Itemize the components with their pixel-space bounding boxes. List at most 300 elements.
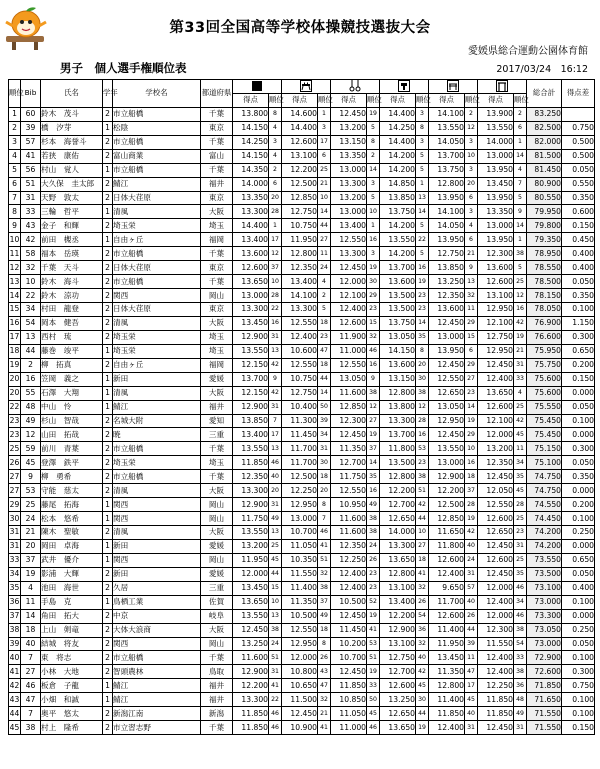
bib-cell: 43	[21, 219, 41, 233]
hbar-rank-cell: 42	[514, 316, 527, 330]
pbars-score-cell: 12.900	[429, 470, 465, 484]
pommel-rank-cell: 24	[318, 261, 331, 275]
floor-rank-cell: 41	[269, 679, 282, 693]
bib-cell: 10	[21, 275, 41, 289]
table-row	[9, 428, 595, 442]
name-cell: 池田 海世	[41, 581, 103, 595]
vault-rank-cell: 5	[416, 247, 429, 261]
hbar-rank-header: 順位	[514, 93, 527, 107]
floor-rank-header: 順位	[269, 93, 282, 107]
floor-score-cell: 12.900	[233, 498, 269, 512]
pbars-rank-cell: 12	[465, 121, 478, 135]
grade-cell: 2	[103, 484, 113, 498]
floor-score-cell: 12.150	[233, 386, 269, 400]
rings-score-cell: 11.350	[331, 442, 367, 456]
venue-label: 愛媛県総合運動公園体育館	[468, 46, 588, 57]
total-cell: 82.000	[527, 135, 562, 149]
floor-rank-cell: 44	[269, 567, 282, 581]
vault-rank-cell: 54	[416, 609, 429, 623]
pbars-score-cell: 12.850	[429, 512, 465, 526]
grade-cell: 2	[103, 219, 113, 233]
vault-rank-cell: 8	[416, 344, 429, 358]
rings-score-cell: 11.900	[331, 330, 367, 344]
total-cell: 73.300	[527, 609, 562, 623]
hbar-score-header: 得点	[478, 93, 514, 107]
floor-score-cell: 13.000	[233, 289, 269, 303]
floor-rank-cell: 49	[269, 512, 282, 526]
table-row	[9, 344, 595, 358]
name-cell: 小林 大地	[41, 665, 103, 679]
hbar-score-cell: 12.600	[478, 512, 514, 526]
total-cell: 80.550	[527, 191, 562, 205]
pbars-rank-cell: 29	[465, 358, 478, 372]
pommel-score-cell: 11.700	[282, 442, 318, 456]
floor-rank-cell: 15	[269, 581, 282, 595]
name-cell: 小畑 和誠	[41, 693, 103, 707]
vault-rank-cell: 36	[416, 623, 429, 637]
school-cell: 暁	[113, 428, 201, 442]
floor-score-cell: 12.900	[233, 330, 269, 344]
rings-score-cell: 13.150	[331, 135, 367, 149]
school-cell: 中京	[113, 609, 201, 623]
vault-score-cell: 13.300	[380, 539, 416, 553]
pref-cell: 大阪	[201, 205, 233, 219]
floor-exercise-header	[233, 80, 282, 94]
floor-rank-cell: 9	[269, 372, 282, 386]
floor-rank-cell: 4	[269, 121, 282, 135]
grade-cell: 1	[103, 498, 113, 512]
pbars-score-cell: 13.850	[429, 261, 465, 275]
pref-cell: 大阪	[201, 623, 233, 637]
hbar-rank-cell: 14	[514, 149, 527, 163]
grade-cell: 2	[103, 707, 113, 721]
school-cell: 市立習志野	[113, 721, 201, 735]
category-title: 男子 個人選手権順位表	[60, 61, 187, 75]
pommel-rank-cell: 1	[318, 107, 331, 121]
vault-rank-cell: 53	[416, 442, 429, 456]
hbar-rank-cell: 36	[514, 679, 527, 693]
total-cell: 75.750	[527, 358, 562, 372]
total-cell: 71.550	[527, 707, 562, 721]
name-cell: 石澤 大翔	[41, 386, 103, 400]
grade-cell: 1	[103, 679, 113, 693]
floor-rank-cell: 46	[269, 721, 282, 735]
vault-score-cell: 13.850	[380, 191, 416, 205]
vault-score-cell: 13.150	[380, 372, 416, 386]
pbars-rank-cell: 40	[465, 707, 478, 721]
grade-cell: 2	[103, 470, 113, 484]
school-cell: 市立船橋	[113, 442, 201, 456]
pref-cell: 千葉	[201, 163, 233, 177]
pommel-rank-cell: 41	[318, 721, 331, 735]
pbars-rank-cell: 29	[465, 316, 478, 330]
pref-cell: 埼玉	[201, 219, 233, 233]
pommel-rank-cell: 37	[318, 595, 331, 609]
rank-cell: 44	[9, 707, 21, 721]
vault-score-cell: 13.800	[380, 400, 416, 414]
floor-rank-cell: 6	[269, 177, 282, 191]
rank-cell: 39	[9, 637, 21, 651]
vault-icon	[398, 80, 410, 92]
floor-score-cell: 13.600	[233, 247, 269, 261]
vault-rank-cell: 19	[416, 275, 429, 289]
rings-score-cell: 11.750	[331, 470, 367, 484]
rings-rank-cell: 16	[367, 233, 380, 247]
pref-cell: 愛媛	[201, 539, 233, 553]
total-cell: 73.550	[527, 553, 562, 567]
rings-score-cell: 13.200	[331, 191, 367, 205]
hbar-score-cell: 12.300	[478, 623, 514, 637]
diff-cell: 0.100	[562, 707, 595, 721]
total-cell: 74.750	[527, 470, 562, 484]
rank-cell: 45	[9, 721, 21, 735]
total-cell: 71.850	[527, 679, 562, 693]
pommel-score-cell: 11.950	[282, 233, 318, 247]
pommel-rank-cell: 14	[318, 205, 331, 219]
pommel-score-cell: 11.400	[282, 581, 318, 595]
grade-cell: 1	[103, 121, 113, 135]
diff-cell: 0.000	[562, 609, 595, 623]
pref-cell: 千葉	[201, 721, 233, 735]
school-cell: 清風	[113, 526, 201, 540]
vault-score-cell: 13.250	[380, 693, 416, 707]
pbars-rank-cell: 24	[465, 553, 478, 567]
vault-rank-cell: 10	[416, 526, 429, 540]
rings-rank-cell: 27	[367, 414, 380, 428]
rings-score-cell: 13.400	[331, 219, 367, 233]
floor-score-cell: 12.600	[233, 261, 269, 275]
total-cell: 71.550	[527, 721, 562, 735]
hbar-rank-cell: 2	[514, 107, 527, 121]
pommel-rank-cell: 30	[318, 456, 331, 470]
floor-rank-cell: 13	[269, 609, 282, 623]
vault-rank-cell: 28	[416, 414, 429, 428]
diff-cell: 0.100	[562, 693, 595, 707]
hbar-score-cell: 13.000	[478, 219, 514, 233]
pbars-rank-cell: 18	[465, 470, 478, 484]
floor-score-cell: 14.350	[233, 163, 269, 177]
name-cell: 角田 拓大	[41, 609, 103, 623]
name-cell: 岡本 健吾	[41, 316, 103, 330]
pbars-rank-cell: 45	[465, 693, 478, 707]
vault-rank-cell: 1	[416, 177, 429, 191]
pbars-rank-cell: 6	[465, 191, 478, 205]
pommel-rank-cell: 46	[318, 526, 331, 540]
vault-score-cell: 12.800	[380, 386, 416, 400]
vault-rank-cell: 42	[416, 665, 429, 679]
pommel-score-cell: 10.750	[282, 219, 318, 233]
rings-rank-cell: 49	[367, 498, 380, 512]
vault-rank-cell: 3	[416, 107, 429, 121]
floor-score-cell: 13.350	[233, 191, 269, 205]
grade-cell: 2	[103, 581, 113, 595]
name-cell: 岡田 卓海	[41, 539, 103, 553]
bib-cell: 24	[21, 512, 41, 526]
total-cell: 78.550	[527, 261, 562, 275]
rank-cell: 40	[9, 651, 21, 665]
floor-score-cell: 11.600	[233, 651, 269, 665]
hbar-score-cell: 12.400	[478, 651, 514, 665]
bib-cell: 12	[21, 428, 41, 442]
hbar-rank-cell: 45	[514, 484, 527, 498]
name-cell: 奥平 悠太	[41, 707, 103, 721]
pommel-score-cell: 12.550	[282, 623, 318, 637]
pbars-score-cell: 12.500	[429, 498, 465, 512]
floor-score-cell: 13.800	[233, 107, 269, 121]
vault-rank-cell: 5	[416, 219, 429, 233]
hbar-score-cell: 12.600	[478, 400, 514, 414]
pbars-rank-cell: 14	[465, 400, 478, 414]
floor-score-cell: 12.000	[233, 567, 269, 581]
school-cell: 智頭農林	[113, 665, 201, 679]
vault-score-cell: 14.400	[380, 107, 416, 121]
pommel-score-cell: 11.350	[282, 595, 318, 609]
floor-rank-cell: 31	[269, 400, 282, 414]
rings-score-cell: 12.850	[331, 400, 367, 414]
floor-rank-cell: 20	[269, 484, 282, 498]
grade-cell: 2	[103, 191, 113, 205]
pref-cell: 愛媛	[201, 372, 233, 386]
hbar-rank-cell: 31	[514, 721, 527, 735]
rings-rank-cell: 12	[367, 400, 380, 414]
hbar-rank-cell: 16	[514, 303, 527, 317]
pbars-score-cell: 13.700	[429, 149, 465, 163]
floor-rank-cell: 38	[269, 623, 282, 637]
rank-cell: 10	[9, 233, 21, 247]
floor-score-cell: 13.300	[233, 205, 269, 219]
hbar-rank-cell: 33	[514, 651, 527, 665]
pbars-score-cell: 13.600	[429, 303, 465, 317]
table-row	[9, 679, 595, 693]
name-cell: 若狭 康佑	[41, 149, 103, 163]
school-cell: 市立船橋	[113, 275, 201, 289]
rank-cell: 38	[9, 623, 21, 637]
pommel-rank-cell: 43	[318, 665, 331, 679]
hbar-score-cell: 13.100	[478, 289, 514, 303]
vault-score-cell: 13.500	[380, 456, 416, 470]
vault-rank-cell: 44	[416, 707, 429, 721]
pref-cell: 福岡	[201, 358, 233, 372]
vault-score-cell: 13.600	[380, 358, 416, 372]
results-table	[8, 79, 595, 735]
diff-cell: 0.100	[562, 595, 595, 609]
pref-cell: 富山	[201, 149, 233, 163]
pref-cell: 千葉	[201, 470, 233, 484]
pommel-score-cell: 10.650	[282, 679, 318, 693]
table-row	[9, 107, 595, 121]
bib-cell: 27	[21, 665, 41, 679]
rings-rank-cell: 10	[367, 205, 380, 219]
table-row	[9, 233, 595, 247]
name-cell: 藤巻 竣平	[41, 344, 103, 358]
pbars-rank-cell: 47	[465, 665, 478, 679]
vault-score-cell: 12.700	[380, 665, 416, 679]
school-cell: 市立船橋	[113, 135, 201, 149]
floor-rank-cell: 46	[269, 707, 282, 721]
floor-score-cell: 11.850	[233, 707, 269, 721]
pommel-score-cell: 12.350	[282, 261, 318, 275]
rings-rank-cell: 50	[367, 693, 380, 707]
total-cell: 75.100	[527, 456, 562, 470]
vault-rank-cell: 16	[416, 428, 429, 442]
table-row	[9, 581, 595, 595]
grade-cell: 2	[103, 275, 113, 289]
grade-cell: 1	[103, 205, 113, 219]
bib-cell: 19	[21, 567, 41, 581]
hbar-score-cell: 13.200	[478, 442, 514, 456]
rings-score-cell: 12.250	[331, 553, 367, 567]
vault-score-cell: 12.650	[380, 707, 416, 721]
floor-score-cell: 13.550	[233, 442, 269, 456]
pbars-rank-cell: 26	[465, 609, 478, 623]
rings-rank-cell: 23	[367, 567, 380, 581]
vault-rank-cell: 18	[416, 553, 429, 567]
grade-cell: 1	[103, 595, 113, 609]
pommel-rank-cell: 18	[318, 623, 331, 637]
floor-rank-cell: 3	[269, 135, 282, 149]
vault-rank-cell: 3	[416, 135, 429, 149]
pommel-score-cell: 10.750	[282, 372, 318, 386]
diff-cell: 0.350	[562, 289, 595, 303]
hbar-rank-cell: 33	[514, 372, 527, 386]
bib-cell: 44	[21, 344, 41, 358]
total-header: 総合計	[527, 80, 562, 108]
pref-cell: 大阪	[201, 316, 233, 330]
name-cell: 柳 勇希	[41, 470, 103, 484]
pommel-rank-cell: 23	[318, 330, 331, 344]
diff-cell: 0.100	[562, 414, 595, 428]
pbars-score-cell: 13.000	[429, 456, 465, 470]
diff-cell: 0.200	[562, 498, 595, 512]
rank-cell: 8	[9, 205, 21, 219]
pref-cell: 大阪	[201, 386, 233, 400]
rings-score-cell: 11.450	[331, 623, 367, 637]
diff-cell: 0.050	[562, 637, 595, 651]
pbars-score-cell: 13.550	[429, 121, 465, 135]
floor-rank-cell: 2	[269, 163, 282, 177]
pref-cell: 千葉	[201, 135, 233, 149]
school-cell: 市立船橋	[113, 247, 201, 261]
pbars-rank-cell: 15	[465, 330, 478, 344]
pommel-rank-cell: 11	[318, 247, 331, 261]
hbar-rank-cell: 14	[514, 219, 527, 233]
bib-cell: 57	[21, 135, 41, 149]
diff-cell: 0.250	[562, 623, 595, 637]
hbar-score-cell: 12.000	[478, 428, 514, 442]
vault-score-cell: 13.750	[380, 316, 416, 330]
diff-cell: 0.100	[562, 303, 595, 317]
pommel-rank-cell: 18	[318, 358, 331, 372]
name-cell: 笠岡 義之	[41, 372, 103, 386]
name-cell: 鈴木 涼功	[41, 289, 103, 303]
pommel-rank-cell: 32	[318, 567, 331, 581]
name-cell: 西村 琉	[41, 330, 103, 344]
bib-cell: 40	[21, 637, 41, 651]
name-cell: 前川 青葉	[41, 442, 103, 456]
hbar-rank-cell: 23	[514, 526, 527, 540]
name-cell: 上山 剣竜	[41, 623, 103, 637]
hbar-score-cell: 13.950	[478, 163, 514, 177]
rings-score-cell: 12.400	[331, 303, 367, 317]
diff-cell: 0.450	[562, 233, 595, 247]
grade-cell: 2	[103, 177, 113, 191]
pbars-score-cell: 11.400	[429, 623, 465, 637]
rings-score-cell: 11.600	[331, 526, 367, 540]
rings-rank-cell: 16	[367, 358, 380, 372]
pref-cell: 埼玉	[201, 456, 233, 470]
diff-cell: 0.100	[562, 651, 595, 665]
floor-rank-cell: 40	[269, 470, 282, 484]
bib-cell: 37	[21, 553, 41, 567]
rings-score-cell: 13.300	[331, 247, 367, 261]
grade-cell: 2	[103, 651, 113, 665]
bib-cell: 38	[21, 721, 41, 735]
name-cell: 結城 将友	[41, 637, 103, 651]
floor-rank-cell: 8	[269, 107, 282, 121]
floor-rank-cell: 1	[269, 219, 282, 233]
floor-rank-cell: 20	[269, 191, 282, 205]
pbars-score-cell: 11.700	[429, 595, 465, 609]
total-cell: 75.600	[527, 372, 562, 386]
school-cell: 大体大浪商	[113, 623, 201, 637]
floor-score-cell: 13.550	[233, 344, 269, 358]
school-cell: 関西	[113, 498, 201, 512]
hbar-score-cell: 12.600	[478, 553, 514, 567]
pommel-score-cell: 12.550	[282, 358, 318, 372]
vault-score-cell: 13.550	[380, 233, 416, 247]
pommel-rank-cell: 8	[318, 498, 331, 512]
rank-cell: 1	[9, 107, 21, 121]
pref-cell: 福井	[201, 693, 233, 707]
floor-score-header: 得点	[233, 93, 269, 107]
table-row	[9, 526, 595, 540]
pommel-rank-cell: 47	[318, 344, 331, 358]
hbar-score-cell: 14.000	[478, 135, 514, 149]
name-cell: 登澤 鉄平	[41, 456, 103, 470]
pbars-score-cell: 12.950	[429, 414, 465, 428]
diff-cell: 0.500	[562, 135, 595, 149]
hbar-score-cell: 13.450	[478, 177, 514, 191]
hbar-rank-cell: 6	[514, 121, 527, 135]
floor-score-cell: 14.150	[233, 121, 269, 135]
diff-cell: 0.500	[562, 149, 595, 163]
pommel-rank-cell: 34	[318, 428, 331, 442]
vault-rank-cell: 23	[416, 289, 429, 303]
diff-cell: 0.650	[562, 553, 595, 567]
total-cell: 79.800	[527, 219, 562, 233]
bib-cell: 4	[21, 581, 41, 595]
vault-rank-cell: 22	[416, 233, 429, 247]
hbar-rank-cell: 4	[514, 163, 527, 177]
table-row	[9, 275, 595, 289]
diff-cell: 0.000	[562, 386, 595, 400]
pommel-score-cell: 12.550	[282, 316, 318, 330]
hbar-score-cell: 12.450	[478, 721, 514, 735]
rank-cell: 5	[9, 163, 21, 177]
school-cell: 清風	[113, 205, 201, 219]
pommel-rank-cell: 44	[318, 219, 331, 233]
school-cell: 関西	[113, 553, 201, 567]
name-cell: 前田 槻丞	[41, 233, 103, 247]
results-body	[9, 107, 595, 734]
bib-cell: 58	[21, 247, 41, 261]
vault-score-cell: 13.650	[380, 553, 416, 567]
diff-cell: 0.300	[562, 442, 595, 456]
rings-rank-cell: 29	[367, 289, 380, 303]
table-row	[9, 484, 595, 498]
hbar-rank-cell: 5	[514, 191, 527, 205]
pommel-score-cell: 10.600	[282, 344, 318, 358]
